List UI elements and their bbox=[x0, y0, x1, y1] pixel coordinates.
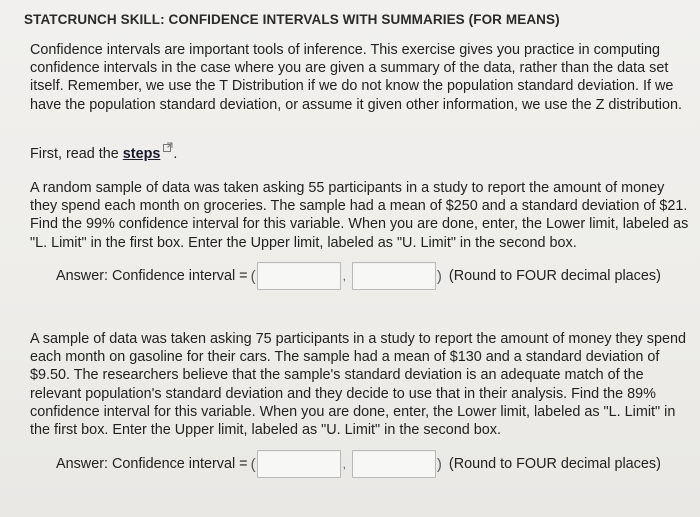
close-paren: ) bbox=[436, 455, 442, 473]
question-1-text: A random sample of data was taken asking 55 participants in a study to report the amount of money they spend each month on groceries. The sample had a mean of $250 and a standard deviation of $21. Find the 99% confidence interval for this variable. When you are done, enter, the Lower limit, labeled as "L. Limit" in the first box. Enter the Upper limit, labeled as "U. Limit" in the second box. bbox=[30, 180, 689, 251]
read-steps-line bbox=[30, 142, 690, 163]
intro-paragraph: Confidence intervals are important tools of inference. This exercise gives you practice in computing confidence intervals in the case where you are given a summary of the data, rather than the data set itself. Remember, we use the T Distribution if we do not know the population standard deviation. If we have the population standard deviation, or assume it given other information, we use the Z distribution. bbox=[30, 42, 682, 113]
question-2-answer-row bbox=[56, 449, 661, 479]
read-steps-prefix: First, read the bbox=[30, 146, 123, 162]
external-link-icon[interactable] bbox=[163, 142, 173, 152]
read-steps-suffix: . bbox=[173, 146, 178, 162]
question-2-text: A sample of data was taken asking 75 participants in a study to report the amount of money they spend each month on gasoline for their cars. The sample had a mean of $130 and a standard deviation of $9.50. The researchers believe that the sample's standard deviation is an adequate match of the relevant population's standard deviation and they decide to use that in their analysis. Find the 89% confidence interval for this variable. When you are done, enter, the Lower limit, labeled as "L. Limit" in the first box. Enter the Upper limit, labeled as "U. Limit" in the second box. bbox=[30, 331, 686, 439]
comma-separator: , bbox=[342, 269, 346, 283]
open-paren: ( bbox=[250, 267, 256, 285]
q1-lower-limit-input[interactable] bbox=[257, 262, 341, 290]
page-title: STATCRUNCH SKILL: CONFIDENCE INTERVALS WITH SUMMARIES (FOR MEANS) bbox=[24, 12, 560, 27]
question-1-answer-row bbox=[56, 261, 661, 291]
rounding-note: (Round to FOUR decimal places) bbox=[448, 268, 661, 284]
answer-label: Answer: Confidence interval = bbox=[56, 268, 248, 284]
comma-separator: , bbox=[342, 457, 346, 471]
steps-link[interactable]: steps bbox=[122, 146, 161, 162]
close-paren: ) bbox=[436, 267, 442, 285]
q1-upper-limit-input[interactable] bbox=[352, 262, 436, 290]
q2-lower-limit-input[interactable] bbox=[257, 450, 341, 478]
open-paren: ( bbox=[250, 455, 256, 473]
rounding-note: (Round to FOUR decimal places) bbox=[448, 456, 661, 472]
q2-upper-limit-input[interactable] bbox=[352, 450, 436, 478]
answer-label: Answer: Confidence interval = bbox=[56, 456, 248, 472]
